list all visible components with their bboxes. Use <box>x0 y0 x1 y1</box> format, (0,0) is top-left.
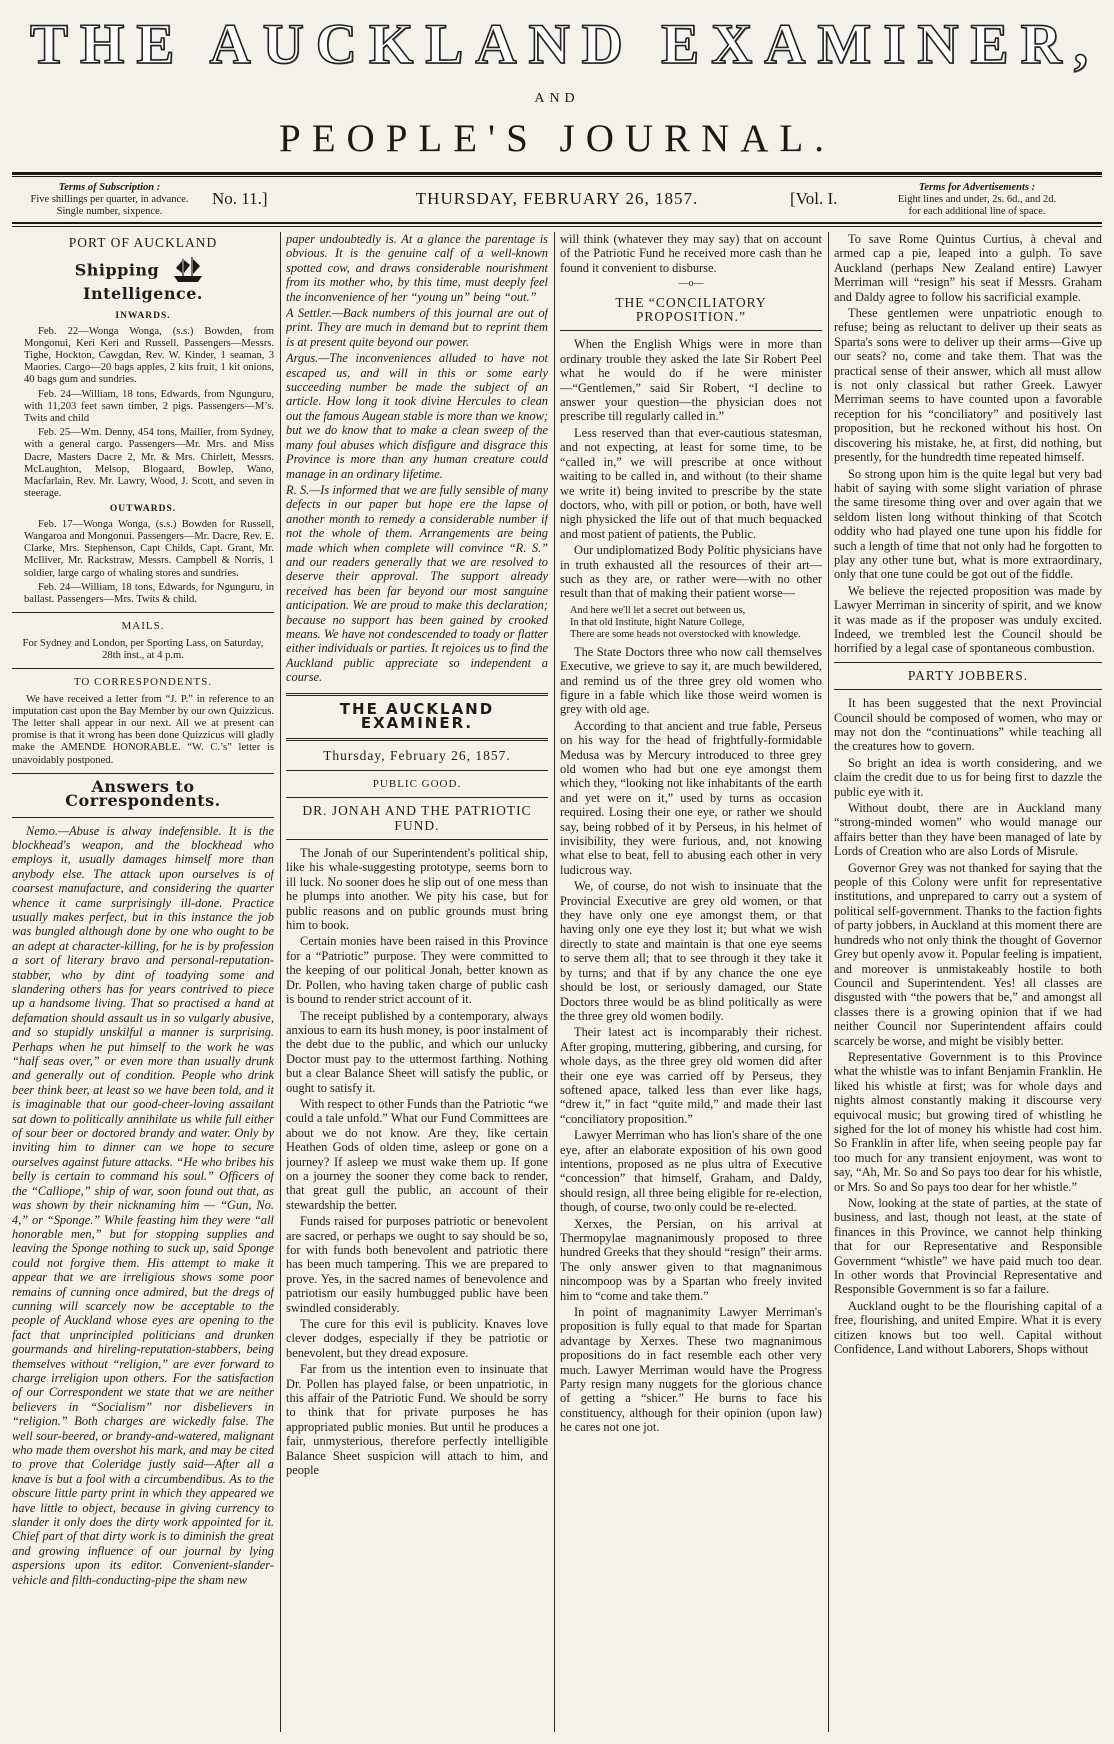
examiner-heading: THE AUCKLAND EXAMINER. <box>286 693 548 731</box>
verse-line: And here we'll let a secret out between us, <box>570 604 746 616</box>
section-rule <box>12 668 274 669</box>
double-rule <box>286 738 548 741</box>
argus-answer: Argus.—The inconveniences alluded to have not escaped us, and will in this or some early succeeding number be made the subject of an article. How long it took divine Hercules to clean out the famous Augean stable is more than we know; but we do know that to make a clean sweep of the many foul abuses which disfigure and disgrace this Province is more than any human creature could manage in an ordinary lifetime. <box>286 351 548 481</box>
section-rule <box>834 689 1102 690</box>
article-paragraph: Far from us the intention even to insinuate that Dr. Pollen has played false, or been unpatriotic, in this affair of the Patriotic Fund. We should be sorry to think that for private purposes he has appropriated public monies. But until he produces a fair, unmysterious, therefore perfectly intelligible Balance Sheet suspicion will attach to him, and people <box>286 1362 548 1478</box>
top-rule-thin <box>12 176 1102 177</box>
article-paragraph: Xerxes, the Persian, on his arrival at Thermopylae magnanimously proposed to three hundred Greeks that they should “resign” their arms. The only answer given to that magnanimous nincompoop was by a Spartan who freely invited him to “come and take them.” <box>560 1216 822 1303</box>
subscription-line1: Five shillings per quarter, in advance. <box>30 194 189 205</box>
masthead-title: THE AUCKLAND EXAMINER, <box>30 13 1100 76</box>
port-heading: PORT OF AUCKLAND <box>68 235 218 250</box>
article-paragraph: The cure for this evil is publicity. Knaves love clever dodges, especially if they be patriotic or benevolent, but they dread exposure. <box>286 1317 548 1360</box>
section-rule <box>834 662 1102 663</box>
subscription-line2: Single number, sixpence. <box>56 206 163 217</box>
correspondents-heading: TO CORRESPONDENTS. <box>73 676 213 689</box>
jonah-heading: DR. JONAH AND THE PATRIOTIC FUND. <box>302 803 532 833</box>
inwards-entry: Feb. 22—Wonga Wonga, (s.s.) Bowden, from Mongonui, Keri Keri and Russell. Passengers—Messrs. Tighe, Hockton, Cawgdan, Rev. W. Kinder, 1 seaman, 3 Maories. Cargo—20 bags apples, 2 kits fruit, 1 kit onions, 40 bags gum and sundries. <box>24 325 274 386</box>
masthead-subtitle: PEOPLE'S JOURNAL. <box>279 117 835 160</box>
section-rule <box>12 612 274 613</box>
dateline-rule-thin <box>12 226 1102 227</box>
column-3 <box>560 232 822 1732</box>
article-paragraph: In point of magnanimity Lawyer Merriman's proposition is fully equal to that made for Spartan advantage by Xerxes. These two magnanimous propositions do in fact resemble each other very much. Lawyer Merriman would have the Progress Party resign many nuggets for the glorious chance of getting a “shicer.” He burns to face his constituency, although for their opinion (upon law) he cares not one jot. <box>560 1305 822 1435</box>
article-continued: will think (whatever they may say) that on account of the Patriotic Fund he received more cash than he found it convenient to disburse. <box>560 232 822 275</box>
mails-text: For Sydney and London, per Sporting Lass, on Saturday, 28th inst., at 4 p.m. <box>22 637 264 661</box>
mails-heading: MAILS. <box>121 620 165 633</box>
article-paragraph: Certain monies have been raised in this Province for a “Patriotic” purpose. They were committed to the keeping of our political Jonah, better known as Dr. Pollen, who having taken charge of public cash is bound to render strict account of it. <box>286 934 548 1007</box>
issue-number: No. 11.] <box>212 189 268 208</box>
outwards-entry: Feb. 17—Wonga Wonga, (s.s.) Bowden for Russell, Wangaroa and Mongonui. Passengers—Mr. Dacre, Rev. E. Clarke, Mrs. Stephenson, Capt Childs, Capt. Grant, Mr. McIliver, Mr. Rackstraw, Messrs. Campbell & Norris, 1 soldier, large cargo of whaling stores and sundries. <box>24 518 274 579</box>
top-rule <box>12 172 1102 175</box>
article-paragraph: We, of course, do not wish to insinuate that the Provincial Executive are grey old women, or that they have only one eye amongst them, or that having only one eye they lost it; but what we wish directly to state and maintain is that one eye seems to serve them all; that to see through it they take it by turns; and that if by any chance the one eye should be lost, or seriously damaged, our State Doctors three would be as blind politically as were the three grey old women bodily. <box>560 879 822 1023</box>
article-paragraph: The Jonah of our Superintendent's political ship, like his whale-suggesting prototype, seems born to ill luck. No sooner does he slip out of one mess than he plumps into another. We pity his case, but for public reasons and on public grounds must bring him to book. <box>286 846 548 933</box>
subscription-head: Terms of Subscription : <box>58 182 161 193</box>
public-good-heading: PUBLIC GOOD. <box>372 777 462 790</box>
article-paragraph: Auckland ought to be the flourishing capital of a free, flourishing, and united Empire. What it is every citizen knows but too well. Capital without Confidence, Land without Laborers, Shops without <box>834 1298 1102 1357</box>
article-paragraph: The receipt published by a contemporary, always anxious to earn its hush money, is poor instalment of the debt due to the public, and which our unlucky Doctor must pay to the uttermost farthing. Nothing but a clear Balance Sheet will satisfy the public, or ought to satisfy it. <box>286 1008 548 1095</box>
answers-continued: paper undoubtedly is. At a glance the parentage is obvious. It is the genuine calf of a well-known spotted cow, and draws considerable nourishment from its mother who, by this time, must deeply feel the inconvenience of her “young un” being “out.” <box>286 232 548 304</box>
shipping-intelligence-heading <box>12 256 274 301</box>
section-rule <box>12 773 274 774</box>
outwards-heading: OUTWARDS. <box>109 504 177 515</box>
ship-icon <box>171 256 205 286</box>
section-rule <box>286 797 548 798</box>
inwards-entry: Feb. 24—William, 18 tons, Edwards, from Ngunguru, with 11,203 feet sawn timber, 2 pigs. Passengers—M’s. Twits and child <box>24 388 274 425</box>
ornament: —o— <box>678 278 704 290</box>
dateline-rule <box>12 222 1102 224</box>
article-paragraph: So strong upon him is the quite legal but very bad habit of saying with some slight variation of phrase the same tiresome thing over and over again that we seldom listen long without thinking of that Scotch oddity who had played one tune upon his fiddle for such a length of time that not only had he forgotten to play any other tune but, what is more extraordinary, only that one tune could be got out of the fiddle. <box>834 466 1102 582</box>
subscription-terms <box>12 182 207 218</box>
inwards-heading: INWARDS. <box>115 311 171 322</box>
column-divider <box>828 232 829 1732</box>
article-paragraph: We believe the rejected proposition was made by Lawyer Merriman in sincerity of spirit, and we know it was made as if the proposer was unduly excited. Indeed, we trembled lest the Council should be horrified by a legal case of spontaneous combustion. <box>834 583 1102 656</box>
rs-answer: R. S.—Is informed that we are fully sensible of many defects in our paper but hope ere the lapse of another month to remedy a considerable number if not the whole of them. Arrangements are being made which when complete will convince “R. S.” and our readers generally that we are resolved to deserve their approval. The support already received has been far beyond our most sanguine anticipation. We are proud to make this declaration; because no support has been gained by crooked means. We have not condescended to toady or flatter either individuals or parties. It rejoices us to find the Auckland public appreciate so independent a course. <box>286 482 548 685</box>
advertising-line2: for each additional line of space. <box>908 206 1046 217</box>
inwards-entry: Feb. 25—Wm. Denny, 454 tons, Mailler, from Sydney, with a general cargo. Passengers—Mr. Mrs. and Miss Dacre, Masters Dacre 2, Mr. & Mrs. Chirlett, Messrs. McLaughton, Melsop, Blogaard, Bowlep, Wano, Macfarlain, Rev. Mr. Lawry, Wood, J. Scott, and seven in steerage. <box>24 427 274 500</box>
column-divider <box>280 232 281 1732</box>
section-rule <box>286 770 548 771</box>
verse-quote <box>560 605 822 641</box>
section-rule <box>12 817 274 818</box>
article-paragraph: To save Rome Quintus Curtius, à cheval and armed cap a pie, leaped into a gulph. To save Auckland (perhaps New Zealand entire) Lawyer Merriman will “resign” his seat if Messrs. Graham and Daldy agree to follow his sacrificial example. <box>834 232 1102 304</box>
section-rule <box>286 839 548 840</box>
party-jobbers-heading: PARTY JOBBERS. <box>907 667 1029 683</box>
column-1 <box>12 232 274 1732</box>
advertising-line1: Eight lines and under, 2s. 6d., and 2d. <box>897 194 1057 205</box>
article-paragraph: Less reserved than that ever-cautious statesman, and not expecting, at least for some time, to be “called in,” we will prescribe at once without waiting to be called in, and without (to their shame we write it) being invited to prescribe by the state doctors, who, with pill or potion, or both, have well nigh physicked the life out of that much bequacked and most patient of patients, the Public. <box>560 425 822 541</box>
article-paragraph: Our undiplomatized Body Politic physicians have in truth exhausted all the resources of their art—such as they are, or rather were—with no other result than that of making their patient worse— <box>560 543 822 601</box>
nemo-answer: Nemo.—Abuse is alway indefensible. It is the blockhead's weapon, and the blockhead who employs it, usually damages himself more than anybody else. The attack upon ourselves is of coarsest manufacture, and considering the quarter whence it came surprisingly ill-done. Practice usually makes perfect, but in this instance the job was bungled although done by one who ought to be an adept at character-killing, for he is by profession a sort of literary bravo and personal-reputation-stabber, who by dint of toadying some and slandering others has for years contrived to piece up a handsome living. That so practised a hand at defamation should assault us in so vulgarly abusive, and so stupidly unskilful a manner is surprising. Perhaps when he put himself to the work he was “half seas over,” or even more than usually drunk and generally out of condition. People who drink beer think beer, at least so we have been told, and it is imaginable that our good-cheer-loving assailant sat down to politically annihilate us while full either of sour beer or doctored brandy and water. Only by inviting him to dinner can we hope to secure ourselves against future attacks. “He who bribes his belly is certain to command his soul.” Officers of the “Calliope,” ship of war, soon found out that, as was shown by their nicknaming him — “Gun, No. 4,” or “Sponge.” While feasting him they were “all honorable men,” but for stopping supplies and leaving the Sponge nothing to suck up, said Sponge could not forgive them. His attempt to make it appear that we are irreligious shows some poor remains of cunning once admired, but the dregs of cunning will scarcely now be acceptable to the people of Auckland whose eyes are opening to the fact that unprincipled politicians and drunken gourmands and hireling-reputation-stabbers, being themselves without “religion,” are ever forward to charge irreligion upon others. For the satisfaction of our Correspondent we state that we are neither believers in “Socialism” nor disbelievers in “religion.” Both charges are wickedly false. The well sour-beered, or brandy-and-watered, malignant who made them overshot his mark, and may be cited to prove that Coleridge justly said—After all a knave is but a fool with a circumbendibus. As to the obscure little party print in which they appeared we have little to object, because in giving currency to slander it only does the dirty work appointed for it. Chief part of that dirty work is to diminish the great and growing influence of our journal by lying aspersions upon its editor. Convenient-slander-vehicle and filth-conducting-pipe the sham new <box>12 823 274 1587</box>
article-paragraph: So bright an idea is worth considering, and we claim the credit due to us for being first to dazzle the public eye with it. <box>834 755 1102 799</box>
settler-answer: A Settler.—Back numbers of this journal are out of print. They are much in demand but to reprint them is at present quite beyond our power. <box>286 306 548 349</box>
article-paragraph: The State Doctors three who now call themselves Executive, we grieve to say it, are much bewildered, and remind us of the three grey old women who figure in a fable which like those weird women is grey with old age. <box>560 644 822 717</box>
correspondents-text: We have received a letter from “J. P.” in reference to an imputation cast upon the Bay Member by our own Quizzicus. The letter shall appear in our next. All we at present can promise is that it wrong has been done Quizzicus will gladly make the AMENDE HONORABLE. “W. C.’s” letter is unavoidably postponed. <box>12 693 274 766</box>
article-paragraph: According to that ancient and true fable, Perseus on his way for the head of frightfully-formidable Medusa was by Mercury introduced to three grey old women who had but one eye amongst them which they, “looking not like inhabitants of the earth and yet were on it,” used by turns as occasion required. Losing their one eye, or rather we should say, being robbed of it by Perseus, in his helmet of invisibility, they were furious, and, not knowing what else to beat, fell to abusing each other in very ludicrous way. <box>560 718 822 877</box>
article-paragraph: It has been suggested that the next Provincial Council should be composed of women, who may or may not don the “continuations” while teaching all the creatures how to govern. <box>834 696 1102 754</box>
article-paragraph: Governor Grey was not thanked for saying that the people of this Colony were unfit for representative institutions, and unprepared to carry out a system of political self-government. Thanks to the faction fights of party jobbers, in Auckland at this moment there are hundreds who not only think the thought of Governor Grey but openly avow it. Popular feeling is impatient, and moreover is unmistakeably hostile to both Council and Superintendent. Yes! all classes are disgusted with “the powers that be,” and amongst all classes there is a growing opinion that if we had neither Council nor Superintendent affairs could scarcely be worse, and might be visibly better. <box>834 860 1102 1048</box>
column-2 <box>286 232 548 1732</box>
issue-date: THURSDAY, FEBRUARY 26, 1857. <box>415 189 699 208</box>
article-paragraph: Their latest act is incomparably their richest. After groping, muttering, gibbering, and cursing, for whole days, as the three grey old women did after their one eye was carried off by Perseus, they softened apace, talked less than ever like hags, “drew it,” in fact “quite mild,” and made their last “conciliatory proposition.” <box>560 1025 822 1126</box>
examiner-date: Thursday, February 26, 1857. <box>323 748 511 764</box>
verse-line: In that old Institute, hight Nature College, <box>570 616 745 628</box>
article-paragraph: Now, looking at the state of parties, at the state of business, and last, though not least, at the state of finances in this Province, we cannot help thinking that for our Representative and Responsible Government “whistle” we have paid much too dear. In other words that Provincial Representative and Responsible Government is so far a failure. <box>834 1196 1102 1297</box>
outwards-entry: Feb. 24—William, 18 tons, Edwards, for Ngunguru, in ballast. Passengers—Mrs. Twits & child. <box>24 581 274 606</box>
article-paragraph: Representative Government is to this Province what the whistle was to infant Benjamin Franklin. He liked his whistle at first; was for whole days and nights almost constantly making it discourse very equivocal music; but growing tired of whistling he sighed for the lot of money his whistle had cost him. So Franklin in after life, when seeing people pay far too much for any transient enjoyment, was wont to say, “Ah, Mr. So and So pays too dear for his whistle, or Mrs. So and So pays too dear for her whistle.” <box>834 1049 1102 1194</box>
shipping-word: Shipping <box>74 261 160 281</box>
article-paragraph: Without doubt, there are in Auckland many “strong-minded women” who would manage our affairs better than they have been managed of late by Lords of Creation who are also Lords of Misrule. <box>834 801 1102 859</box>
intelligence-word: Intelligence. <box>83 283 203 303</box>
article-paragraph: Lawyer Merriman who has lion's share of the one eye, after an elaborate exposition of his own good intentions, proposed as ne plus ultra of Executive “concession” that himself, Graham, and Daldy, should resign, all three being eligible for re-election, though, of course, two only could be re-elected. <box>560 1128 822 1215</box>
article-paragraph: Funds raised for purposes patriotic or benevolent are sacred, or perhaps we ought to say should be so, for with funds both benevolent and patriotic there has been much tampering. This we are prepared to prove. Yes, in the sacred names of benevolence and patriotism our easily humbugged public have been swindled considerably. <box>286 1214 548 1315</box>
column-divider <box>554 232 555 1732</box>
dateline <box>12 180 1102 222</box>
section-rule <box>560 330 822 331</box>
advertising-terms <box>852 182 1102 218</box>
volume-number: [Vol. I. <box>790 189 838 208</box>
article-paragraph: With respect to other Funds than the Patriotic “we could a tale unfold.” What our Fund Committees are about we do not know. Are they, like certain Heathen Gods of olden time, asleep or gone on a journey? If asleep we must wake them up. If gone on a journey the sooner they come back to render, that great gull the public, an account of their stewardship the better. <box>286 1096 548 1212</box>
column-4 <box>834 232 1102 1732</box>
conciliatory-heading: THE “CONCILIATORY PROPOSITION.” <box>615 294 767 325</box>
verse-line: There are some heads not overstocked with knowledge. <box>570 628 801 640</box>
answers-heading: Answers to Correspondents. <box>65 776 221 811</box>
masthead-and: AND <box>534 91 580 106</box>
article-paragraph: When the English Whigs were in more than ordinary trouble they asked the late Sir Robert Peel what he would do if he were minister—“Gentlemen,” said Sir Robert, “I decline to answer your question—the physician does not prescribe till regularly called in.” <box>560 337 822 424</box>
article-paragraph: These gentlemen were unpatriotic enough to refuse; being as reluctant to deliver up their seats as Sparta's sons were to deliver up their arms—Give up our seats? no, come and take them. That was the practical sense of their answer, which all must allow is not only classical but rather Greek. Lawyer Merriman seems to have counted upon a favorable reception for his “conciliatory” and positively last proposition, but he reckoned without his host. On discovering his mistake, he, at first, did nothing, but presently, for the hundredth time repeated himself. <box>834 306 1102 465</box>
advertising-head: Terms for Advertisements : <box>918 182 1036 193</box>
